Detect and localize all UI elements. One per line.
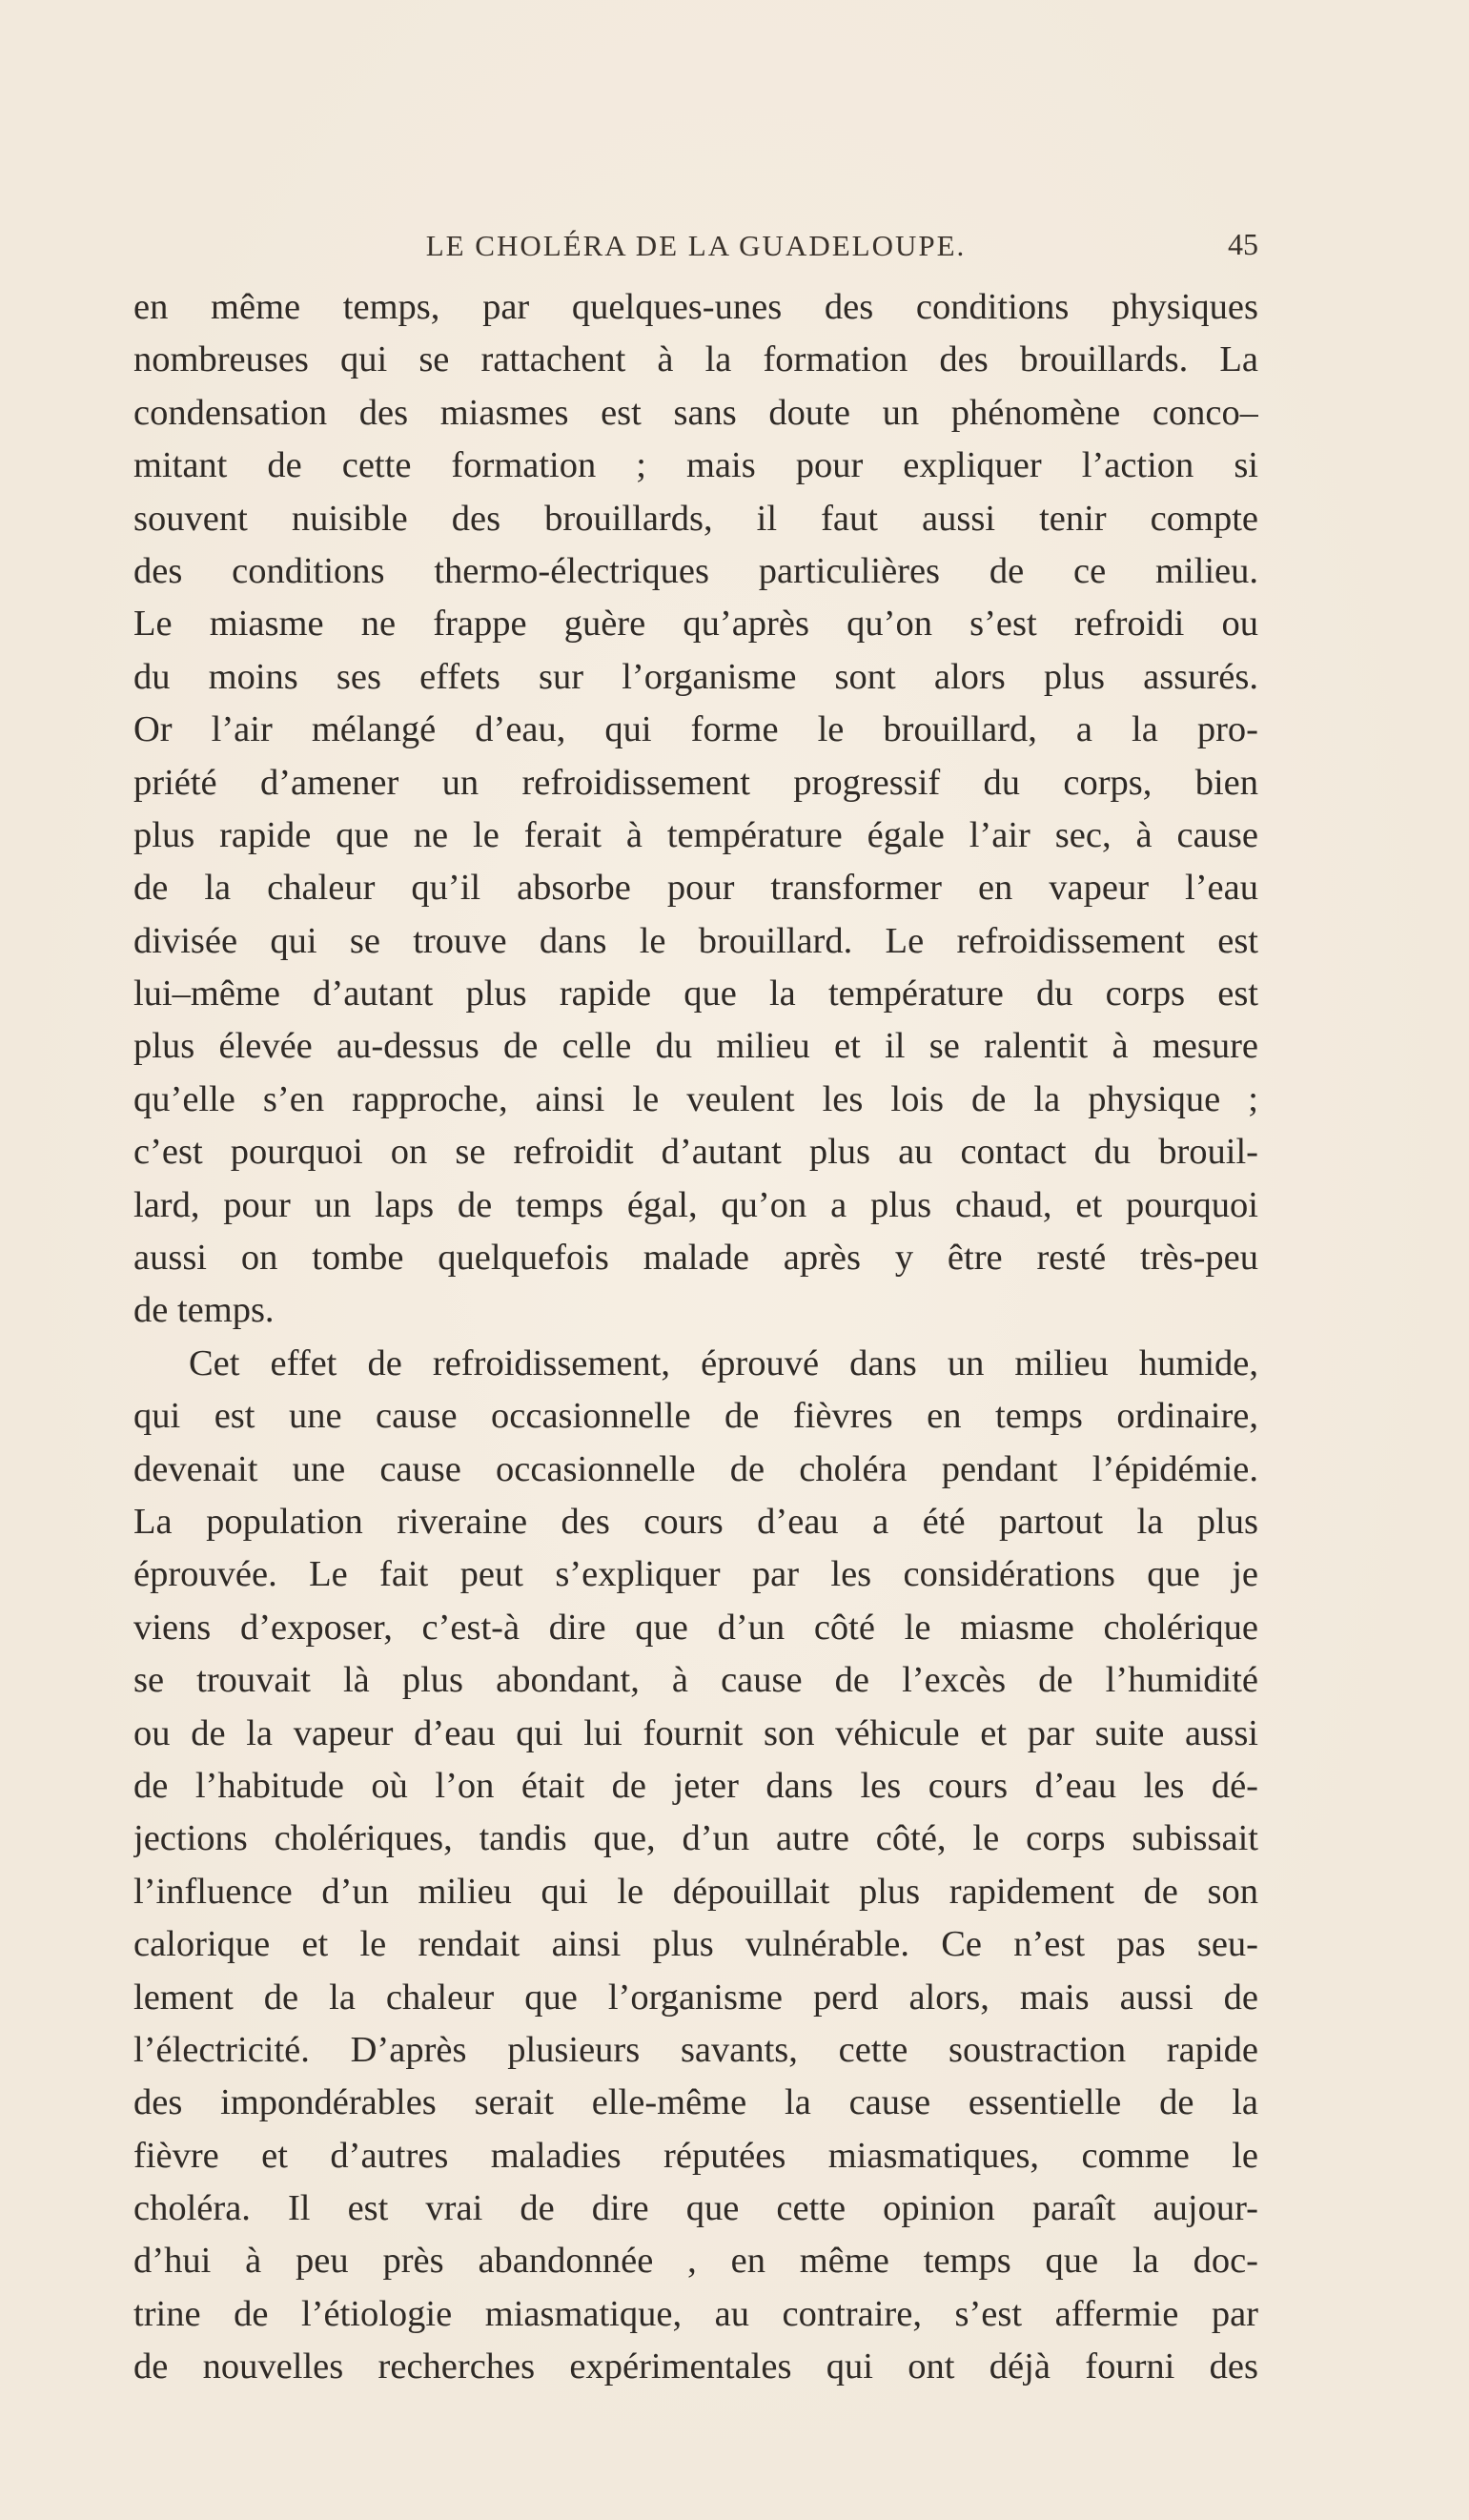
text-line: divisée qui se trouve dans le brouillard. Le refroidissement est [133,920,1258,961]
text-line: de nouvelles recherches expérimentales qui ont déjà fourni des [133,2346,1258,2387]
text-line: lui–même d’autant plus rapide que la température du corps est [133,973,1258,1014]
text-line: calorique et le rendait ainsi plus vulnérable. Ce n’est pas seu- [133,1924,1258,1965]
text-line: de la chaleur qu’il absorbe pour transformer en vapeur l’eau [133,868,1258,909]
text-line: La population riveraine des cours d’eau a été partout la plus [133,1501,1258,1542]
text-line: jections cholériques, tandis que, d’un autre côté, le corps subissait [133,1818,1258,1859]
text-line: devenait une cause occasionnelle de choléra pendant l’épidémie. [133,1448,1258,1489]
text-line: des impondérables serait elle-même la cause essentielle de la [133,2082,1258,2123]
text-line: c’est pourquoi on se refroidit d’autant plus au contact du brouil- [133,1132,1258,1173]
text-line: Or l’air mélangé d’eau, qui forme le brouillard, a la pro- [133,709,1258,750]
text-line: plus élevée au-dessus de celle du milieu et il se ralentit à mesure [133,1026,1258,1067]
text-line: l’influence d’un milieu qui le dépouillait plus rapidement de son [133,1871,1258,1912]
paragraph-end-line: de temps. [133,1290,275,1331]
text-line: éprouvée. Le fait peut s’expliquer par les considérations que je [133,1554,1258,1595]
body-text [133,281,1258,2394]
text-line: lement de la chaleur que l’organisme perd alors, mais aussi de [133,1977,1258,2018]
text-line: Le miasme ne frappe guère qu’après qu’on s’est refroidi ou [133,604,1258,645]
paragraph-start-line: Cet effet de refroidissement, éprouvé dans un milieu humide, [189,1342,1258,1383]
text-line: fièvre et d’autres maladies réputées miasmatiques, comme le [133,2135,1258,2176]
text-line: lard, pour un laps de temps égal, qu’on a plus chaud, et pourquoi [133,1184,1258,1225]
text-line: en même temps, par quelques-unes des conditions physiques [133,287,1258,327]
page-header [133,221,1258,278]
text-line: d’hui à peu près abandonnée , en même temps que la doc- [133,2241,1258,2282]
text-line: se trouvait là plus abondant, à cause de l’excès de l’humidité [133,1660,1258,1701]
text-line: qui est une cause occasionnelle de fièvres en temps ordinaire, [133,1396,1258,1437]
text-line: priété d’amener un refroidissement progressif du corps, bien [133,762,1258,803]
text-line: trine de l’étiologie miasmatique, au contraire, s’est affermie par [133,2293,1258,2334]
text-line: condensation des miasmes est sans doute un phénomène conco– [133,392,1258,433]
text-line: viens d’exposer, c’est-à dire que d’un côté le miasme cholérique [133,1607,1258,1648]
text-line: des conditions thermo-électriques particulières de ce milieu. [133,550,1258,591]
text-line: choléra. Il est vrai de dire que cette opinion paraît aujour- [133,2188,1258,2229]
page-number: 45 [1228,227,1258,261]
text-line: mitant de cette formation ; mais pour expliquer l’action si [133,445,1258,486]
text-line: qu’elle s’en rapproche, ainsi le veulent les lois de la physique ; [133,1078,1258,1119]
running-title: LE CHOLÉRA DE LA GUADELOUPE. [425,229,967,262]
text-line: l’électricité. D’après plusieurs savants, cette soustraction rapide [133,2029,1258,2070]
text-line: plus rapide que ne le ferait à température égale l’air sec, à cause [133,814,1258,855]
text-line: souvent nuisible des brouillards, il faut aussi tenir compte [133,498,1258,539]
text-line: de l’habitude où l’on était de jeter dans les cours d’eau les dé- [133,1765,1258,1806]
text-line: aussi on tombe quelquefois malade après y être resté très-peu [133,1238,1258,1279]
text-line: ou de la vapeur d’eau qui lui fournit son véhicule et par suite aussi [133,1712,1258,1753]
text-line: du moins ses effets sur l’organisme sont alors plus assurés. [133,656,1258,697]
text-line: nombreuses qui se rattachent à la formation des brouillards. La [133,339,1258,380]
